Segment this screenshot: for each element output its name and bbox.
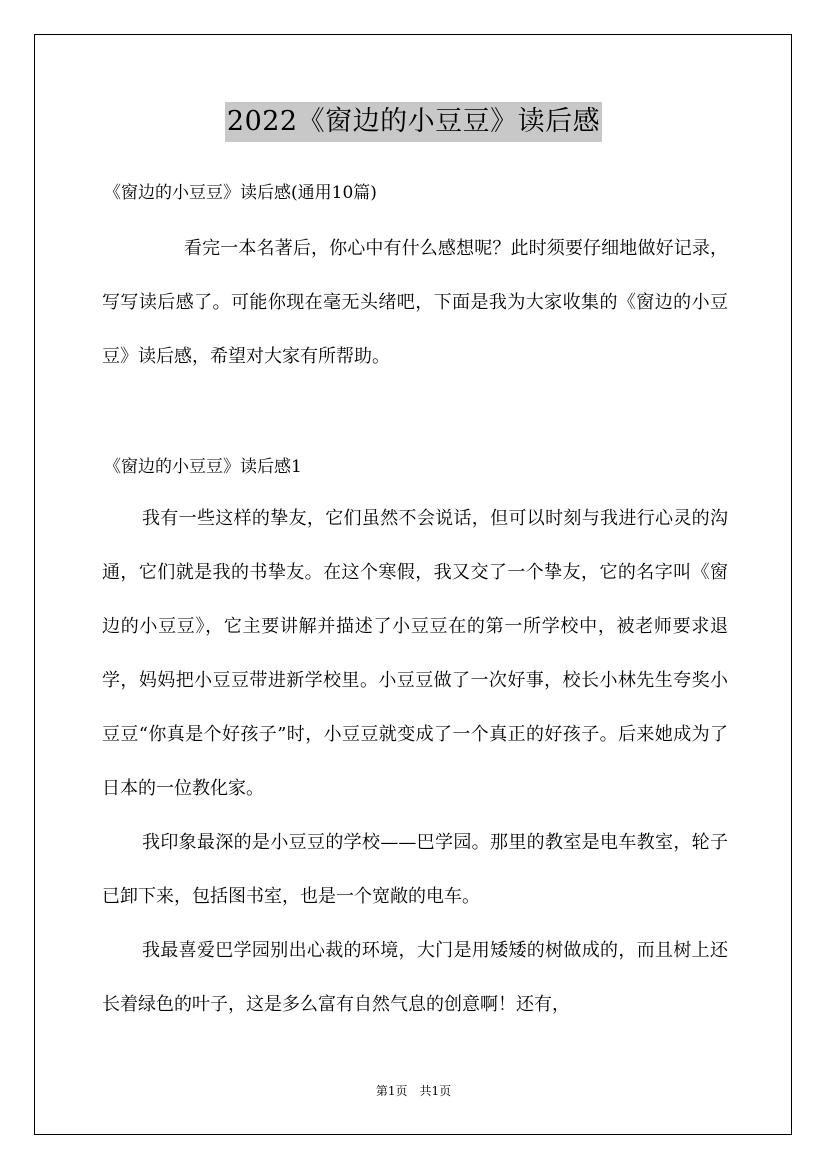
document-subtitle: 《窗边的小豆豆》读后感(通用10篇) [104,183,377,203]
section-heading: 《窗边的小豆豆》读后感1 [104,457,302,477]
body-paragraph: 我印象最深的是小豆豆的学校——巴学园。那里的教室是电车教室，轮子已卸下来，包括图书室，也是一个宽敞的电车。 [102,832,728,907]
intro-paragraph: 看完一本名著后，你心中有什么感想呢？此时须要仔细地做好记录，写写读后感了。可能你现在毫无头绪吧，下面是我为大家收集的《窗边的小豆豆》读后感，希望对大家有所帮助。 [102,238,728,367]
body-paragraph: 我最喜爱巴学园别出心裁的环境，大门是用矮矮的树做成的，而且树上还长着绿色的叶子，这是多么富有自然气息的创意啊！还有， [102,940,728,1015]
body-paragraph: 我有一些这样的挚友，它们虽然不会说话，但可以时刻与我进行心灵的沟通，它们就是我的书挚友。在这个寒假，我又交了一个挚友，它的名字叫《窗边的小豆豆》，它主要讲解并描述了小豆豆在的第一所学校中，被老师要求退学，妈妈把小豆豆带进新学校里。小豆豆做了一次好事，校长小林先生夸奖小豆豆“你真是个好孩子”时，小豆豆就变成了一个真正的好孩子。后来她成为了日本的一位教化家。 [102,508,728,799]
document-title: 2022《窗边的小豆豆》读后感 [225,102,602,142]
page-footer: 第1页 共1页 [375,1084,452,1098]
title-container [0,102,827,142]
